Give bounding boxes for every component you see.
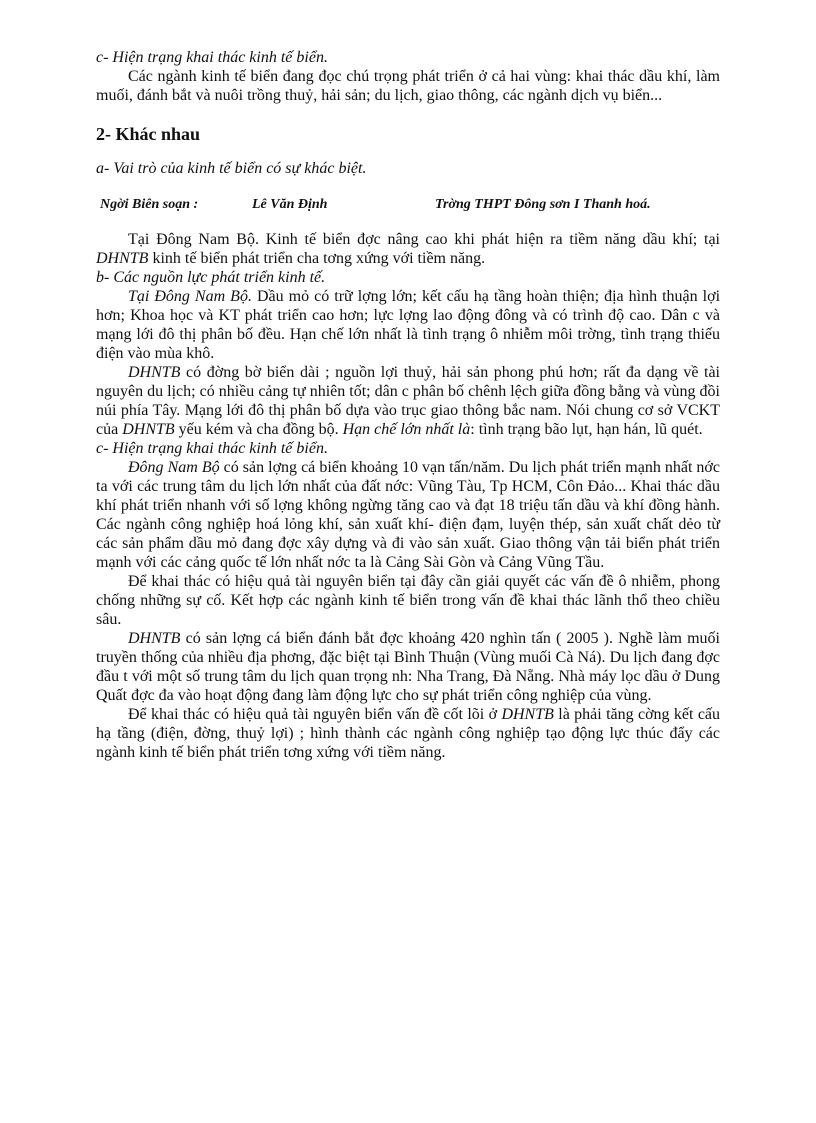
paragraph: Để khai thác có hiệu quả tài nguyên biển tại đây cần giải quyết các vấn đề ô nhiễm, phong chống những sự cố. Kết hợp các ngành kinh tế biển trong vấn đề khai thác lãnh thổ theo chiều sâu.: [96, 573, 720, 628]
text-run: Tại Đông Nam Bộ. Kinh tế biển đợc nâng cao khi phát hiện ra tiềm năng dầu khí; tại: [128, 231, 720, 248]
school-name: Trờng THPT Đông sơn I Thanh hoá.: [435, 197, 651, 212]
text-run-emphasis: Hạn chế lớn nhất là: [342, 421, 471, 438]
text-run: là phải tăng cờng kết cấu hạ tầng (điện, đờng, thuỷ lợi) ; hình thành các ngành công nghiệp tạo động lực thúc đẩy các ngành kinh tế biển phát triển tơng xứng với tiềm năng.: [96, 706, 721, 761]
author-byline: [96, 196, 720, 214]
text-run-emphasis: DHNTB: [501, 706, 554, 723]
author-name: Lê Văn Định: [252, 197, 328, 212]
text-run-emphasis: DHNTB: [122, 421, 175, 438]
text-run-emphasis: DHNTB: [96, 250, 149, 267]
text-run: yếu kém và cha đồng bộ.: [178, 421, 339, 438]
section-heading-c2: c- Hiện trạng khai thác kinh tế biển.: [96, 440, 328, 457]
paragraph: [96, 363, 720, 439]
paragraph: [96, 287, 720, 363]
section-heading-c: c- Hiện trạng khai thác kinh tế biển.: [96, 49, 328, 66]
text-run: có sản lợng cá biển đánh bắt đợc khoảng 420 nghìn tấn ( 2005 ). Nghề làm muối truyền thống của nhiều địa phơng, đặc biệt tại Bình Thuận (Vùng muối Cà Ná). Du lịch đang đợc đầu t với một số trung tâm du lịch quan trọng nh: Nha Trang, Đà Nẵng. Nhà máy lọc dầu ở Dung Quất đợc đa vào hoạt động đang làm động lực cho sự phát triển công nghiệp của vùng.: [96, 630, 720, 704]
text-run: có sản lợng cá biển khoảng 10 vạn tấn/năm. Du lịch phát triển mạnh nhất nớc ta với các trung tâm du lịch lớn nhất của đất nớc: Vũng Tàu, Tp HCM, Côn Đảo... Khai thác dầu khí phát triển nhanh với số lợng không ngừng tăng cao và đạt 18 triệu tấn dầu và khí đồng hành. Các ngành công nghiệp hoá lỏng khí, sản xuất khí- điện đạm, luyện thép, sản xuất chất dẻo từ các sản phẩm dầu mỏ đang đợc xây dựng và đi vào sản xuất. Giao thông vận tải biển phát triển mạnh với các cảng quốc tế lớn nhất nớc ta là Cảng Sài Gòn và Cảng Vũng Tầu.: [96, 459, 720, 571]
text-run: kinh tế biển phát triển cha tơng xứng với tiềm năng.: [152, 250, 486, 267]
text-run-emphasis: Đông Nam Bộ: [128, 459, 220, 476]
paragraph: Các ngành kinh tế biển đang đọc chú trọng phát triển ở cả hai vùng: khai thác dầu khí, làm muối, đánh bắt và nuôi trồng thuỷ, hải sản; du lịch, giao thông, các ngành dịch vụ biển...: [96, 68, 720, 104]
text-run: Dầu mỏ có trữ lợng lớn; kết cấu hạ tầng hoàn thiện; địa hình thuận lợi hơn; Khoa học và KT phát triển cao hơn; lực lợng lao động đông và có trình độ cao. Dân c và mạng lới đô thị phân bố đều. Hạn chế lớn nhất là tình trạng ô nhiễm môi trờng, tình trạng thiếu điện vào mùa khô.: [96, 288, 721, 362]
paragraph: [96, 629, 720, 705]
text-run: : tình trạng bão lụt, hạn hán, lũ quét.: [470, 421, 703, 438]
document-body: [96, 48, 720, 762]
paragraph: [96, 458, 720, 572]
text-run-emphasis: DHNTB: [128, 630, 181, 647]
author-label: Ngời Biên soạn :: [100, 197, 199, 212]
paragraph: [96, 230, 720, 268]
section-title-khac-nhau: 2- Khác nhau: [96, 124, 201, 144]
paragraph: [96, 705, 720, 762]
text-run: có đờng bờ biển dài ; nguồn lợi thuỷ, hải sản phong phú hơn; rất đa dạng về tài nguyên du lịch; có nhiều cảng tự nhiên tốt; dân c phân bố chênh lệch giữa đồng bằng và vùng đồi núi phía Tây. Mạng lới đô thị phân bố dựa vào trục giao thông bắc nam. Nói chung cơ sở VCKT của: [96, 364, 721, 438]
text-run: Để khai thác có hiệu quả tài nguyên biển vấn đề cốt lõi ở: [128, 706, 498, 723]
section-heading-a: a- Vai trò của kinh tế biển có sự khác biệt.: [96, 160, 367, 177]
text-run-emphasis: DHNTB: [128, 364, 181, 381]
text-run-emphasis: Tại Đông Nam Bộ.: [128, 288, 252, 305]
section-heading-b: b- Các nguồn lực phát triển kinh tế.: [96, 269, 326, 286]
